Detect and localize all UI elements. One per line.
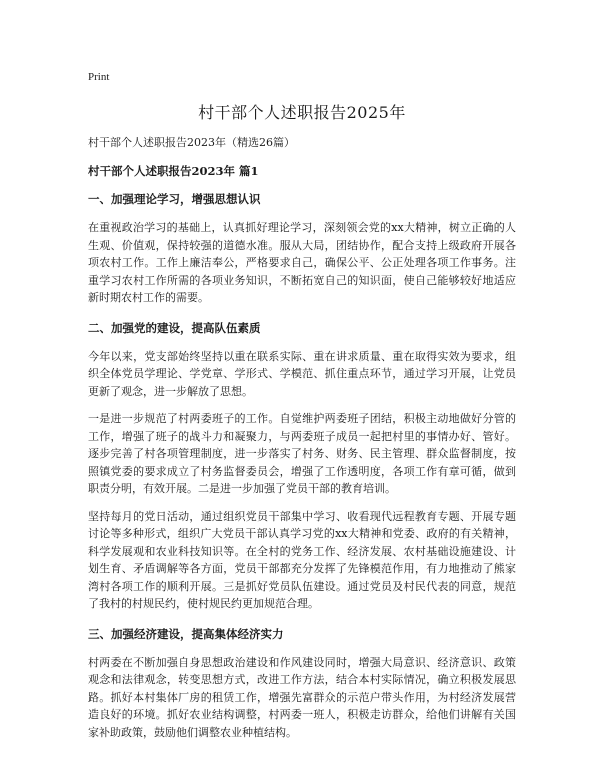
paragraph: 一是进一步规范了村两委班子的工作。自觉维护两委班子团结，积极主动地做好分管的工作，增强了班子的战斗力和凝聚力，与两委班子成员一起把村里的事情办好、管好。逐步完善了村各项管理制度，进一步落实了村务、财务、民主管理、群众监督制度，按照镇党委的要求成立了村务监督委员会，增强了工作透明度，各项工作有章可循，做到职责分明，有效开展。二是进一步加强了党员干部的教育培训。 [88,412,516,495]
document-page [88,70,516,741]
paragraph: 村两委在不断加强自身思想政治建设和作风建设同时，增强大局意识、经济意识、政策观念和法律观念，转变思想方式，改进工作方法，结合本村实际情况，确立积极发展思路。抓好本村集体厂房的租赁工作，增强先富群众的示范户带头作用，为村经济发展营造良好的环境。抓好农业结构调整，村两委一班人，积极走访群众，给他们讲解有关国家补助政策，鼓励他们调整农业种植结构。 [88,655,516,739]
paragraph: 今年以来，党支部始终坚持以重在联系实际、重在讲求质量、重在取得实效为要求，组织全体党员学理论、学党章、学形式、学模范、抓住重点环节，通过学习开展，让党员更新了观念，进一步解放了思想。 [88,349,516,398]
document-subtitle: 村干部个人述职报告2023年（精选26篇） [88,136,295,149]
paragraph: 坚持每月的党日活动，通过组织党员干部集中学习、收看现代远程教育专题、开展专题讨论等多种形式，组织广大党员干部认真学习党的xx大精神和党委、政府的有关精神，科学发展观和农业科技知识等。在全村的党务工作、经济发展、农村基础设施建设、计划生育、矛盾调解等各方面，党员干部都充分发挥了先锋模范作用，有力地推动了熊家湾村各项工作的顺利开展。三是抓好党员队伍建设。通过党员及村民代表的同意，规范了我村的村规民约，使村规民约更加规范合理。 [88,509,516,610]
section-heading: 一、加强理论学习，增强思想认识 [88,192,261,206]
print-link[interactable]: Print [88,71,110,83]
section-heading: 二、加强党的建设，提高队伍素质 [88,320,261,335]
document-title: 村干部个人述职报告2025年 [198,103,406,122]
article-heading: 村干部个人述职报告2023年 篇1 [88,164,259,178]
paragraph: 在重视政治学习的基础上，认真抓好理论学习，深刻领会党的xx大精神，树立正确的人生观、价值观，保持较强的道德水准。服从大局，团结协作，配合支持上级政府开展各项农村工作。工作上廉洁奉公，严格要求自己，确保公平、公正处理各项工作事务。注重学习农村工作所需的各项业务知识，不断拓宽自己的知识面，使自己能够较好地适应新时期农村工作的需要。 [88,221,516,304]
section-heading: 三、加强经济建设，提高集体经济实力 [88,626,284,641]
